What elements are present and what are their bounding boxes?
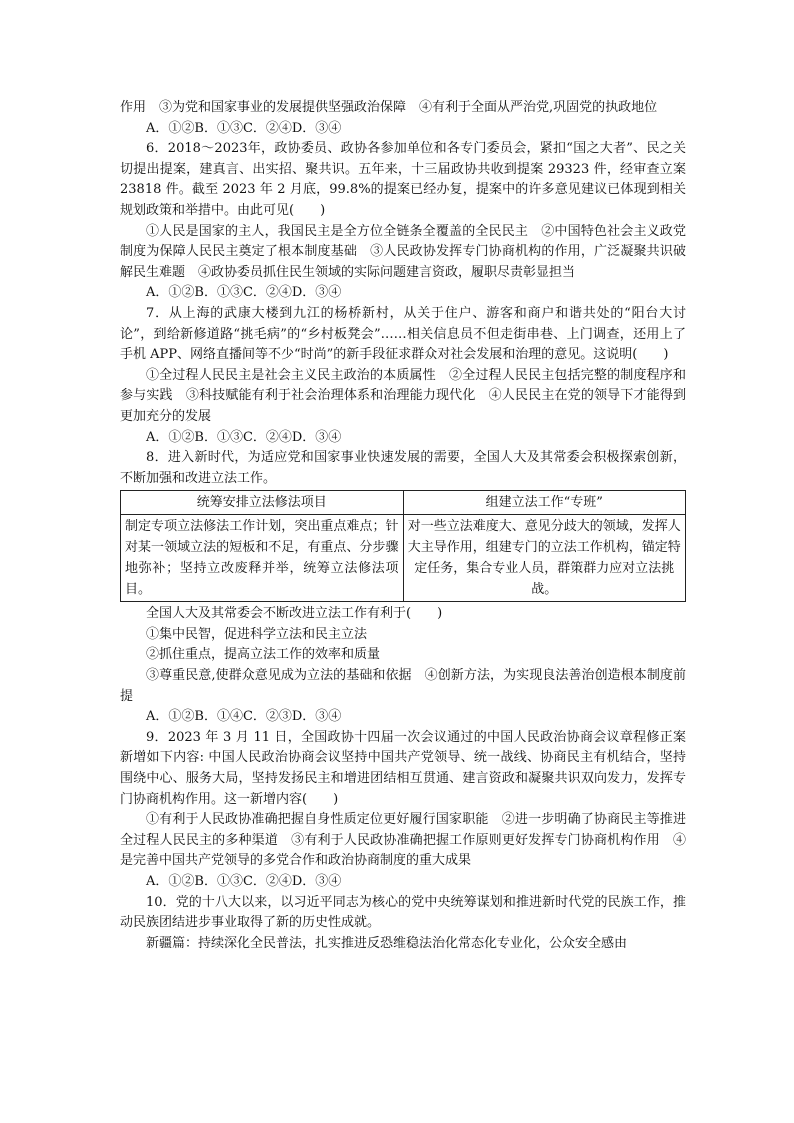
q6-statements: ①人民是国家的主人，我国民主是全方位全链条全覆盖的全民民主 ②中国特色社会主义政党制度为保障人民民主奠定了根本制度基础 ③人民政协发挥专门协商机构的作用，广泛凝聚共识破解民生难题 ④政协委员抓住民生领域的实际问题建言资政，履职尽责彰显担当 (120, 223, 686, 280)
q8-table-cell-left: 制定专项立法修法工作计划，突出重点难点；针对某一领域立法的短板和不足，有重点、分步骤地弥补；坚持立改废释并举，统筹立法修法项目。 (121, 515, 404, 602)
q8-stem: 8．进入新时代，为适应党和国家事业快速发展的需要，全国人大及其常委会积极探索创新，不断加强和改进立法工作。 (120, 450, 686, 486)
q8-statement-3: ③尊重民意,使群众意见成为立法的基础和依据 ④创新方法，为实现良法善治创造根本制度前提 (120, 668, 686, 704)
q10-xinjiang-text: 新疆篇：持续深化全民普法，扎实推进反恐维稳法治化常态化专业化，公众安全感由 (146, 935, 628, 951)
q9-statements: ①有利于人民政协准确把握自身性质定位更好履行国家职能 ②进一步明确了协商民主等推进全过程人民民主的多种渠道 ③有利于人民政协准确把握工作原则更好发挥专门协商机构作用 ④是完善中国共产党领导的多党合作和政治协商制度的重大成果 (120, 812, 686, 869)
q6-options: A．①②B．①③C．②④D．③④ (146, 285, 342, 301)
q9-stem: 9．2023 年 3 月 11 日，全国政协十四届一次会议通过的中国人民政治协商会议章程修正案新增如下内容: 中国人民政治协商会议坚持中国共产党领导、统一战线、协商民主有机结合，坚持围绕中心、服务大局，坚持发扬民主和增进团结相互贯通、建言资政和凝聚共识双向发力，发挥专门协商机构作用。这一新增内容( ) (120, 729, 686, 807)
q7-stem: 7．从上海的武康大楼到九江的杨桥新村，从关于住户、游客和商户和谐共处的“阳台大讨论”，到给新修道路“挑毛病”的“乡村板凳会”……相关信息员不但走街串巷、上门调查，还用上了手机 APP、网络直播间等不少“时尚”的新手段征求群众对社会发展和治理的意见。这说明( ) (120, 305, 686, 363)
q5-continuation: 作用 ③为党和国家事业的发展提供坚强政治保障 ④有利于全面从严治党,巩固党的执政地位 (120, 100, 658, 115)
q9-options: A．①②B．①③C．②④D．③④ (146, 874, 342, 889)
q7-statements: ①全过程人民民主是社会主义民主政治的本质属性 ②全过程人民民主包括完整的制度程序和参与实践 ③科技赋能有利于社会治理体系和治理能力现代化 ④人民民主在党的领导下才能得到更加充分的发展 (120, 367, 686, 424)
q6-stem: 6．2018～2023年，政协委员、政协各参加单位和各专门委员会，紧扣“国之大者”、民之关切提出提案，建真言、出实招、聚共识。五年来，十三届政协共收到提案 29323 件，经审查立案 23818 件。截至 2023 年 2 月底，99.8%的提案已经办复，提案中的许多意见建议已体现到相关规划政策和举措中。由此可见( ) (120, 141, 686, 218)
q5-options: A．①②B．①③C．②④D．③④ (146, 120, 342, 136)
q8-statement-1: ①集中民智，促进科学立法和民主立法 (146, 626, 368, 642)
q8-question: 全国人大及其常委会不断改进立法工作有利于( ) (146, 606, 443, 622)
q8-table-cell-right: 对一些立法难度大、意见分歧大的领域，发挥人大主导作用，组建专门的立法工作机构，锚定特定任务，集合专业人员，群策群力应对立法挑战。 (403, 515, 686, 602)
q8-table-header-right: 组建立法工作“专班” (403, 491, 686, 515)
q8-table-header-left: 统筹安排立法修法项目 (121, 491, 404, 515)
q8-table (120, 490, 686, 602)
q7-options: A．①②B．①③C．②④D．③④ (146, 429, 342, 445)
document-page (120, 98, 686, 954)
q10-stem: 10．党的十八大以来，以习近平同志为核心的党中央统筹谋划和推进新时代党的民族工作，推动民族团结进步事业取得了新的历史性成就。 (120, 894, 686, 931)
q8-options: A．①②B．①④C．②③D．③④ (146, 709, 342, 725)
q8-statement-2: ②抓住重点，提高立法工作的效率和质量 (146, 647, 381, 663)
